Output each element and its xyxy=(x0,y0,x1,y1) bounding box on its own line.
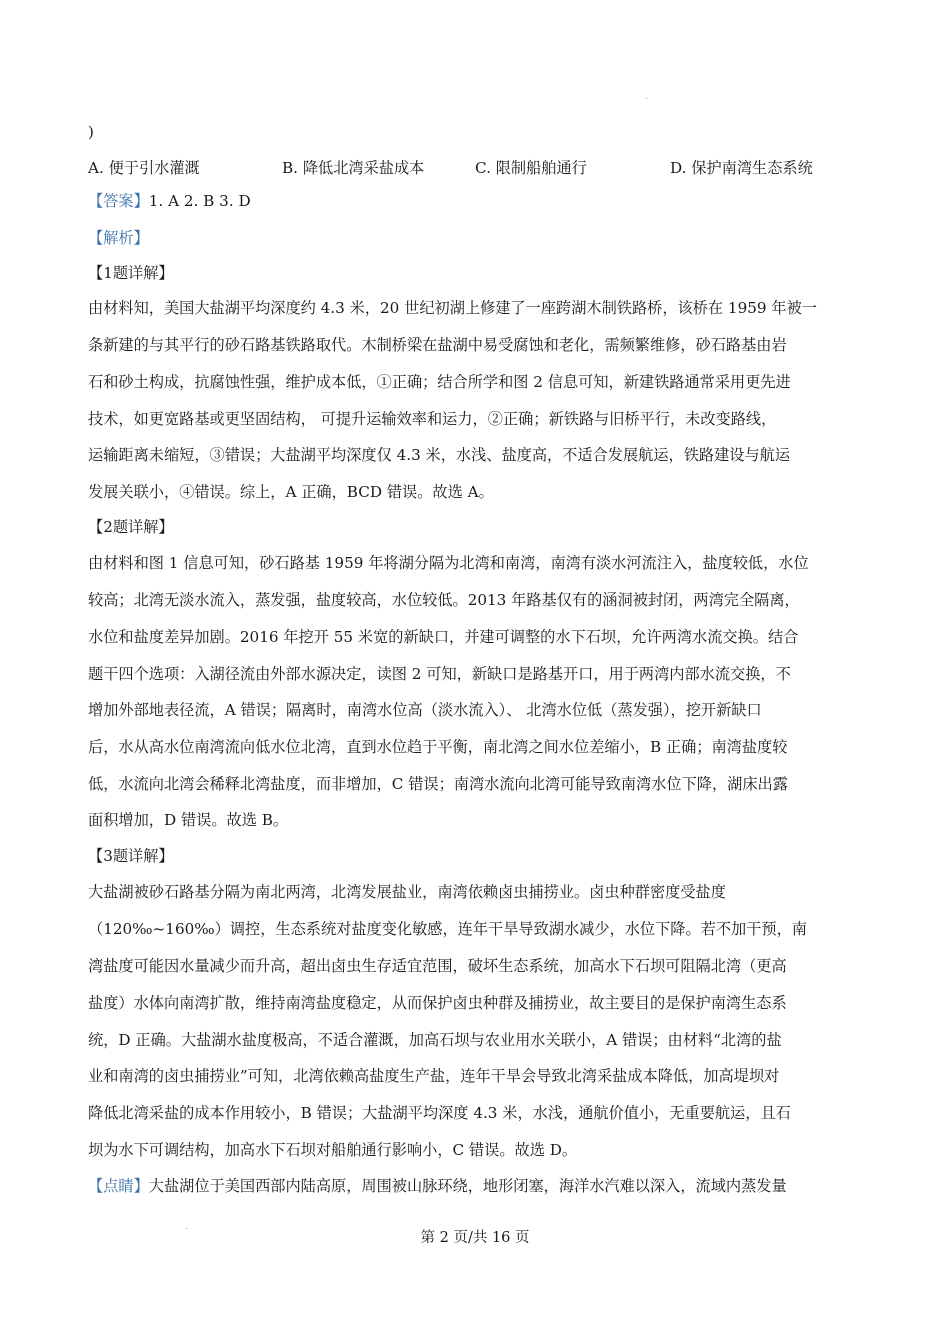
question-tail: ) xyxy=(88,123,94,141)
scan-speck xyxy=(646,98,647,99)
section-3-line: 业和南湾的卤虫捕捞业”可知，北湾依赖高盐度生产盐，连年干旱会导致北湾采盐成本降低，加高堤坝对 xyxy=(88,1067,780,1085)
answer-options xyxy=(88,157,878,179)
comment-tag: 【点睛】 xyxy=(88,1177,149,1195)
option-b: B. 降低北湾采盐成本 xyxy=(282,159,425,177)
section-3-line: 坝为水下可调结构，加高水下石坝对船舶通行影响小，C 错误。故选 D。 xyxy=(88,1141,578,1159)
page-footer: 第 2 页/共 16 页 xyxy=(420,1230,530,1246)
section-2-line: 后，水从高水位南湾流向低水位北湾，直到水位趋于平衡，南北湾之间水位差缩小，B 正确；南湾盐度较 xyxy=(88,738,788,756)
section-1-line: 条新建的与其平行的砂石路基铁路取代。木制桥梁在盐湖中易受腐蚀和老化，需频繁维修，砂石路基由岩 xyxy=(88,336,787,354)
comment-text: 大盐湖位于美国西部内陆高原，周围被山脉环绕，地形闭塞，海洋水汽难以深入，流域内蒸发量 xyxy=(148,1177,787,1195)
answer-line xyxy=(88,191,878,211)
section-2-line: 增加外部地表径流，A 错误；隔离时，南湾水位高（淡水流入）、 北湾水位低（蒸发强），挖开新缺口 xyxy=(88,701,762,719)
section-3-line: 盐度）水体向南湾扩散，维持南湾盐度稳定，从而保护卤虫种群及捕捞业，故主要目的是保护南湾生态系 xyxy=(88,994,787,1012)
comment-line xyxy=(88,1176,878,1196)
section-2-line: 面积增加，D 错误。故选 B。 xyxy=(88,811,289,829)
section-2-heading: 【2题详解】 xyxy=(88,518,174,536)
section-3-line: 大盐湖被砂石路基分隔为南北两湾，北湾发展盐业，南湾依赖卤虫捕捞业。卤虫种群密度受盐度 xyxy=(88,883,726,901)
section-3-line: 统，D 正确。大盐湖水盐度极高，不适合灌溉，加高石坝与农业用水关联小，A 错误；由材料“北湾的盐 xyxy=(88,1031,782,1049)
section-1-line: 运输距离未缩短，③错误；大盐湖平均深度仅 4.3 米，水浅、盐度高，不适合发展航运，铁路建设与航运 xyxy=(88,446,791,464)
section-2-line: 低，水流向北湾会稀释北湾盐度，而非增加，C 错误；南湾水流向北湾可能导致南湾水位下降，湖床出露 xyxy=(88,775,788,793)
option-d: D. 保护南湾生态系统 xyxy=(670,159,813,177)
section-2-line: 题干四个选项：入湖径流由外部水源决定，读图 2 可知，新缺口是路基开口，用于两湾内部水流交换，不 xyxy=(88,665,791,683)
section-1-line: 石和砂土构成，抗腐蚀性强，维护成本低，①正确；结合所学和图 2 信息可知，新建铁路通常采用更先进 xyxy=(88,373,791,391)
section-1-heading: 【1题详解】 xyxy=(88,264,174,282)
section-3-line: 降低北湾采盐的成本作用较小，B 错误；大盐湖平均深度 4.3 米，水浅，通航价值小，无重要航运，且石 xyxy=(88,1104,791,1122)
section-1-line: 技术，如更宽路基或更坚固结构， 可提升运输效率和运力，②正确；新铁路与旧桥平行，未改变路线， xyxy=(88,410,777,428)
answer-tag: 【答案】 xyxy=(88,192,149,210)
section-2-line: 水位和盐度差异加剧。2016 年挖开 55 米宽的新缺口，并建可调整的水下石坝，允许两湾水流交换。结合 xyxy=(88,628,799,646)
option-a: A. 便于引水灌溉 xyxy=(88,159,200,177)
answer-text: 1. A 2. B 3. D xyxy=(148,192,251,210)
section-3-line: （120‰~160‰）调控，生态系统对盐度变化敏感，连年干旱导致湖水减少，水位下降。若不加干预，南 xyxy=(88,920,807,938)
section-3-line: 湾盐度可能因水量减少而升高，超出卤虫生存适宜范围，破坏生态系统，加高水下石坝可阻隔北湾（更高 xyxy=(88,957,787,975)
section-1-line: 发展关联小，④错误。综上，A 正确，BCD 错误。故选 A。 xyxy=(88,483,494,501)
section-2-line: 由材料和图 1 信息可知，砂石路基 1959 年将湖分隔为北湾和南湾，南湾有淡水河流注入，盐度较低，水位 xyxy=(88,554,809,572)
section-1-line: 由材料知，美国大盐湖平均深度约 4.3 米，20 世纪初湖上修建了一座跨湖木制铁路桥，该桥在 1959 年被一 xyxy=(88,299,817,317)
section-3-heading: 【3题详解】 xyxy=(88,847,174,865)
analysis-tag: 【解析】 xyxy=(88,229,149,247)
section-2-line: 较高；北湾无淡水流入，蒸发强，盐度较高，水位较低。2013 年路基仅有的涵洞被封闭，两湾完全隔离， xyxy=(88,591,800,609)
option-c: C. 限制船舶通行 xyxy=(475,159,587,177)
